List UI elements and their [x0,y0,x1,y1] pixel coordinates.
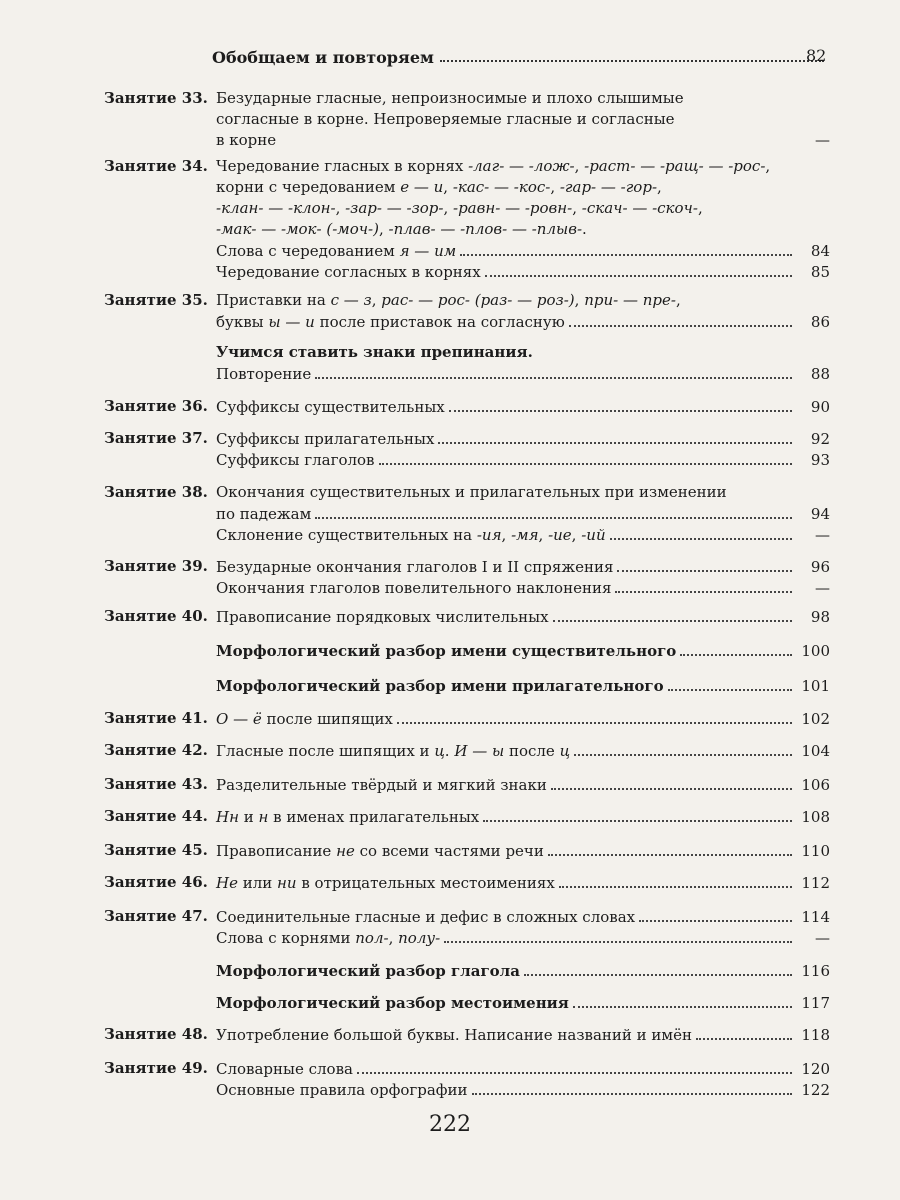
toc-line-text: по падежам [216,505,312,523]
dot-leader [559,872,792,888]
toc-line [216,261,830,282]
toc-line [216,449,830,470]
toc-line [216,219,830,240]
toc-line-text: Основные правила орфографии [216,1081,468,1099]
toc-page-number: 112 [801,874,830,892]
toc-line-text: Безударные гласные, непроизносимые и плохо слышимые [216,89,684,107]
page-number: 222 [429,1112,471,1137]
toc-line-text: Чередование согласных в корнях [216,263,481,281]
toc-line-text: Приставки на с — з, рас- — рос- (раз- — роз-), при- — пре-, [216,291,681,309]
dot-leader [548,840,792,856]
toc-line-text: Учимся ставить знаки препинания. [216,343,533,361]
toc-line-text: Морфологический разбор местоимения [216,994,569,1012]
dot-leader [315,363,792,379]
toc-line [216,198,830,219]
toc-line [216,503,830,524]
toc-line-text: Окончания глаголов повелительного наклонения [216,579,612,597]
toc-line [216,640,830,661]
lesson-label: Занятие 42. [104,741,208,759]
dot-leader [573,992,792,1008]
toc-line-text: Правописание не со всеми частями речи [216,842,544,860]
lesson-label: Занятие 33. [104,89,208,107]
dot-leader [524,960,792,976]
toc-line-text: -мак- — -мок- (-моч-), -плав- — -плов- — -плыв-. [216,220,587,238]
dot-leader [397,708,792,724]
toc-line [216,906,830,927]
toc-line [216,290,830,311]
toc-line-text: Склонение существительных на -ия, -мя, -ие, -ий [216,526,606,544]
dot-leader [668,675,792,691]
lesson-label: Занятие 48. [104,1025,208,1043]
dot-leader [357,1058,792,1074]
dot-leader [617,556,792,572]
toc-line [216,992,830,1013]
dot-leader [483,806,792,822]
dot-leader [449,396,792,412]
toc-page-number: 98 [810,608,830,626]
toc-line [216,774,830,795]
toc-line [216,675,830,696]
dot-leader [485,261,792,277]
toc-line [216,556,830,577]
toc-page-number: 110 [801,842,830,860]
dot-leader [696,1024,792,1040]
lesson-label: Занятие 35. [104,291,208,309]
toc-line [216,130,830,151]
dot-leader [438,428,792,444]
toc-line [216,740,830,761]
toc-line [216,927,830,948]
toc-line-text: Словарные слова [216,1060,353,1078]
toc-page-number: 85 [810,263,830,281]
toc-line-text: буквы ы — и после приставок на согласную [216,313,565,331]
dot-leader [731,483,792,497]
toc-page-number: 96 [810,558,830,576]
dot-leader [569,311,792,327]
dot-leader [574,740,792,756]
dot-leader [280,131,792,145]
lesson-label: Занятие 37. [104,429,208,447]
toc-line [216,363,830,384]
toc-line [216,428,830,449]
toc-line [216,109,830,130]
toc-line-text: Суффиксы прилагательных [216,430,435,448]
section-page: 82 [806,46,827,65]
toc-page-number: 86 [810,313,830,331]
toc-line [216,240,830,261]
lesson-label: Занятие 47. [104,907,208,925]
toc-page-number: 114 [801,908,830,926]
toc-line [216,482,830,503]
toc-line-text: Окончания существительных и прилагательных при изменении [216,483,727,501]
toc-page-number: 106 [801,776,830,794]
lesson-label: Занятие 38. [104,483,208,501]
toc-line [216,708,830,729]
toc-line-text: Не или ни в отрицательных местоимениях [216,874,555,892]
toc-line-text: Повторение [216,365,312,383]
toc-line-text: Гласные после шипящих и ц. И — ы после ц [216,742,571,760]
toc-line-text: в корне [216,131,277,149]
toc-line-text: Безударные окончания глаголов I и II спряжения [216,558,614,576]
toc-line [216,840,830,861]
toc-line-text: Слова с чередованием я — им [216,242,457,260]
section-title: Обобщаем и повторяем [212,48,434,67]
toc-line [216,872,830,893]
toc-page-number: 116 [801,962,830,980]
lesson-label: Занятие 41. [104,709,208,727]
toc-line [216,1058,830,1079]
dot-leader [472,1079,792,1095]
lesson-label: Занятие 43. [104,775,208,793]
toc-line-text: корни с чередованием е — и, -кас- — -кос-, -гар- — -гор-, [216,178,662,196]
toc-line-text: Суффиксы глаголов [216,451,375,469]
dot-leader [666,178,792,192]
lesson-label: Занятие 40. [104,607,208,625]
toc-line [216,806,830,827]
toc-line-text: Нн и н в именах прилагательных [216,808,480,826]
dot-leader [685,291,792,305]
toc-line [216,88,830,109]
toc-page-number: 101 [801,677,830,695]
toc-line-text: Соединительные гласные и дефис в сложных словах [216,908,636,926]
toc-line-text: -клан- — -клон-, -зар- — -зор-, -равн- — -ровн-, -скач- — -скоч-, [216,199,703,217]
toc-line [216,1079,830,1100]
toc-line [216,577,830,598]
dot-leader [444,927,792,943]
toc-line [216,396,830,417]
toc-line-text: Разделительные твёрдый и мягкий знаки [216,776,547,794]
toc-page-number: 122 [801,1081,830,1099]
toc-line-text: Суффиксы существительных [216,398,445,416]
toc-page-number: 88 [810,365,830,383]
toc-line-text: Морфологический разбор имени существительного [216,642,677,660]
lesson-label: Занятие 39. [104,557,208,575]
toc-line-text: Морфологический разбор глагола [216,962,520,980]
dot-leader [460,240,792,256]
toc-line-text: согласные в корне. Непроверяемые гласные и согласные [216,110,675,128]
toc-line [216,177,830,198]
toc-line [216,524,830,545]
dot-leader [615,577,792,593]
lesson-label: Занятие 46. [104,873,208,891]
toc-page-number: 102 [801,710,830,728]
toc-line [216,311,830,332]
toc-line-text: О — ё после шипящих [216,710,393,728]
dot-leader [688,89,792,103]
toc-page-number: 93 [810,451,830,469]
dot-leader [553,606,792,622]
toc-page-number: 104 [801,742,830,760]
dot-leader [680,640,792,656]
toc-line-text: Слова с корнями пол-, полу- [216,929,441,947]
lesson-label: Занятие 36. [104,397,208,415]
dot-leader [537,343,792,357]
dot-leader [551,774,792,790]
toc-page-number: 94 [810,505,830,523]
toc-page-number: — [815,526,830,544]
toc-page-number: — [815,929,830,947]
toc-line [216,960,830,981]
lesson-label: Занятие 45. [104,841,208,859]
dot-leader [679,110,792,124]
dot-leader [610,524,792,540]
toc-line-text: Употребление большой буквы. Написание названий и имён [216,1026,692,1044]
toc-page-number: 100 [801,642,830,660]
toc-page-number: 92 [810,430,830,448]
dot-leader [774,157,792,171]
lesson-label: Занятие 34. [104,157,208,175]
toc-line-text: Чередование гласных в корнях -лаг- — -лож-, -раст- — -ращ- — -рос-, [216,157,771,175]
toc-page-number: 118 [801,1026,830,1044]
toc-page-number: 108 [801,808,830,826]
toc-line [216,156,830,177]
dot-leader [379,449,793,465]
toc-line [216,342,830,363]
section-heading [212,48,830,67]
toc-page-number: — [815,131,830,149]
toc-page-number: — [815,579,830,597]
lesson-label: Занятие 49. [104,1059,208,1077]
dot-leader [591,220,792,234]
toc-line [216,1024,830,1045]
toc-page-number: 117 [801,994,830,1012]
lesson-label: Занятие 44. [104,807,208,825]
dot-leader [315,503,792,519]
toc-page-number: 84 [810,242,830,260]
toc-page-number: 90 [810,398,830,416]
toc-page-number: 120 [801,1060,830,1078]
toc-line-text: Правописание порядковых числительных [216,608,549,626]
dot-leader [707,199,792,213]
dot-leader [639,906,792,922]
dot-leader [440,60,824,62]
toc-line-text: Морфологический разбор имени прилагательного [216,677,664,695]
toc-line [216,606,830,627]
